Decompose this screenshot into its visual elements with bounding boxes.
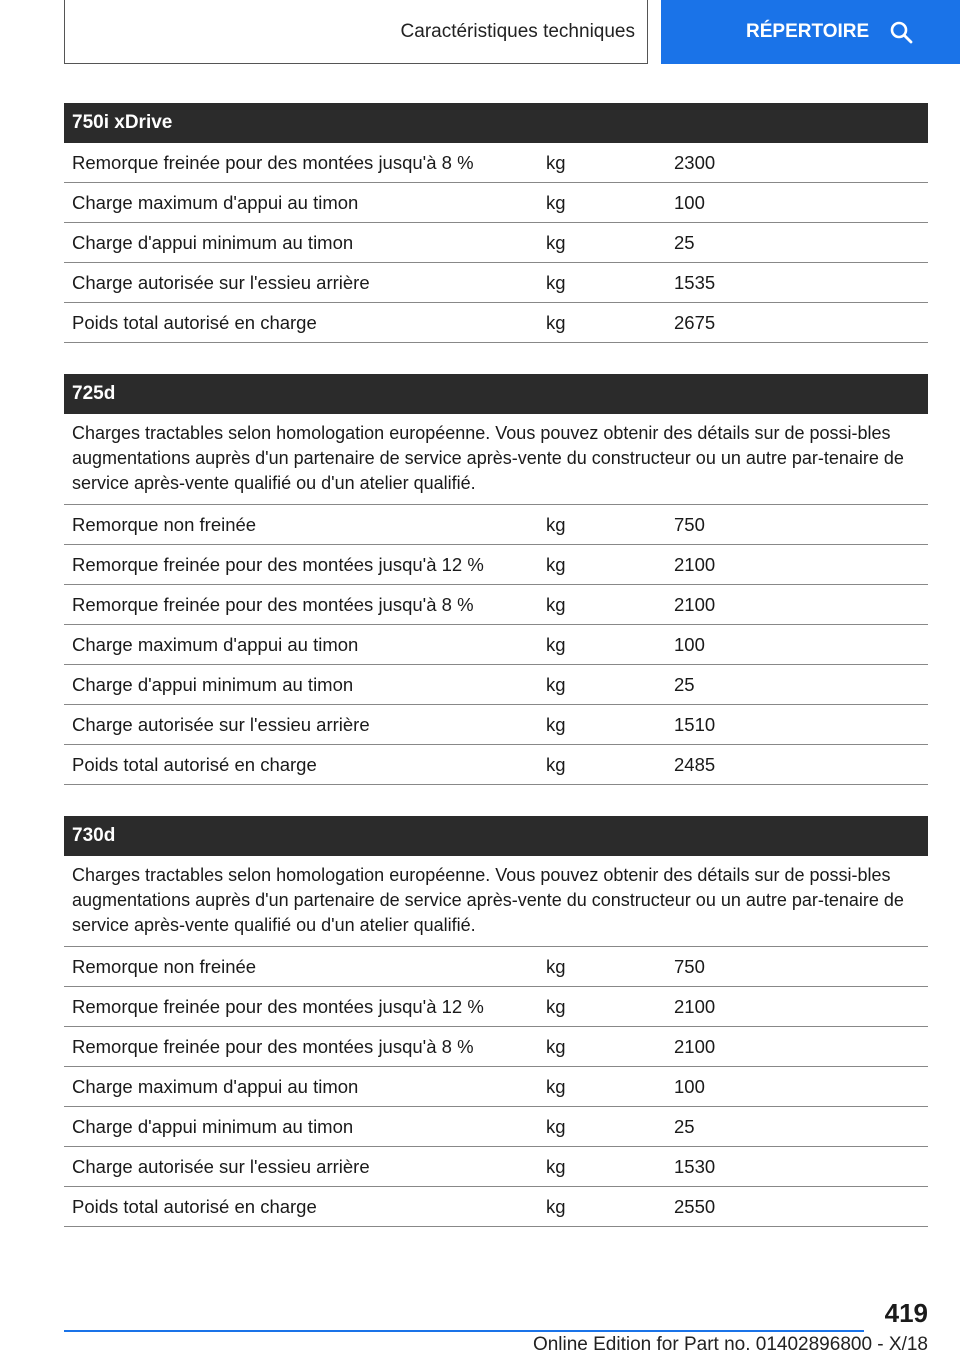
table-row — [64, 1187, 928, 1227]
row-value: 2300 — [674, 152, 716, 173]
row-value: 2100 — [674, 996, 716, 1017]
row-unit: kg — [546, 634, 566, 655]
footer-edition-text: Online Edition for Part no. 01402896800 - X/18 — [532, 1334, 928, 1355]
row-value: 750 — [674, 956, 705, 977]
row-unit: kg — [546, 674, 566, 695]
row-unit: kg — [546, 272, 566, 293]
table-row — [64, 665, 928, 705]
row-label: Poids total autorisé en charge — [72, 312, 317, 333]
row-value: 25 — [674, 1116, 695, 1137]
row-unit: kg — [546, 1036, 566, 1057]
row-label: Charge d'appui minimum au timon — [72, 232, 354, 253]
table-row — [64, 303, 928, 343]
row-value: 1535 — [674, 272, 716, 293]
table-row — [64, 705, 928, 745]
index-button-label: RÉPERTOIRE — [746, 21, 870, 42]
table-row — [64, 987, 928, 1027]
row-value: 100 — [674, 634, 705, 655]
table-row — [64, 947, 928, 987]
search-icon — [889, 20, 913, 44]
row-value: 2100 — [674, 594, 716, 615]
row-value: 25 — [674, 674, 695, 695]
row-unit: kg — [546, 1116, 566, 1137]
row-label: Charge autorisée sur l'essieu arrière — [72, 1156, 370, 1177]
section-title: 750i xDrive — [64, 103, 928, 143]
row-label: Remorque freinée pour des montées jusqu'à 8 % — [72, 1036, 474, 1057]
header-section-title — [64, 0, 648, 64]
page-number: 419 — [884, 1298, 928, 1328]
row-label: Charge d'appui minimum au timon — [72, 1116, 354, 1137]
table-row — [64, 545, 928, 585]
row-value: 2100 — [674, 1036, 716, 1057]
table-row — [64, 585, 928, 625]
row-label: Remorque freinée pour des montées jusqu'à 8 % — [72, 594, 474, 615]
header-section-title-text: Caractéristiques techniques — [400, 20, 635, 42]
row-unit: kg — [546, 594, 566, 615]
spec-content — [64, 103, 928, 1258]
spec-section — [64, 374, 928, 785]
row-label: Charge autorisée sur l'essieu arrière — [72, 272, 370, 293]
row-value: 1510 — [674, 714, 716, 735]
row-value: 2100 — [674, 554, 716, 575]
row-label: Charge autorisée sur l'essieu arrière — [72, 714, 370, 735]
row-unit: kg — [546, 554, 566, 575]
row-label: Remorque non freinée — [72, 514, 257, 535]
row-value: 100 — [674, 192, 705, 213]
row-label: Charge maximum d'appui au timon — [72, 192, 359, 213]
section-title: 730d — [64, 816, 928, 856]
row-label: Charge maximum d'appui au timon — [72, 1076, 359, 1097]
table-row — [64, 625, 928, 665]
spec-section — [64, 103, 928, 343]
table-row — [64, 1027, 928, 1067]
row-label: Remorque non freinée — [72, 956, 257, 977]
table-row — [64, 745, 928, 785]
row-label: Charge d'appui minimum au timon — [72, 674, 354, 695]
row-unit: kg — [546, 1076, 566, 1097]
table-row — [64, 505, 928, 545]
table-row — [64, 1107, 928, 1147]
section-description: Charges tractables selon homologation européenne. Vous pouvez obtenir des détails sur de possi-bles augmentations auprès d'un partenaire de service après-vente du constructeur ou un autre par-tenaire de service après-vente qualifié ou d'un atelier qualifié. — [64, 414, 928, 505]
row-label: Remorque freinée pour des montées jusqu'à 12 % — [72, 554, 484, 575]
row-label: Poids total autorisé en charge — [72, 754, 317, 775]
footer-divider — [64, 1330, 864, 1332]
table-row — [64, 263, 928, 303]
row-value: 100 — [674, 1076, 705, 1097]
row-unit: kg — [546, 152, 566, 173]
table-row — [64, 1147, 928, 1187]
row-label: Charge maximum d'appui au timon — [72, 634, 359, 655]
table-row — [64, 143, 928, 183]
row-value: 2675 — [674, 312, 716, 333]
row-label: Poids total autorisé en charge — [72, 1196, 317, 1217]
index-button[interactable] — [661, 0, 960, 64]
row-unit: kg — [546, 714, 566, 735]
spec-section — [64, 816, 928, 1227]
row-label: Remorque freinée pour des montées jusqu'à 12 % — [72, 996, 484, 1017]
row-value: 2550 — [674, 1196, 716, 1217]
row-unit: kg — [546, 754, 566, 775]
row-unit: kg — [546, 956, 566, 977]
row-unit: kg — [546, 514, 566, 535]
row-unit: kg — [546, 312, 566, 333]
row-value: 750 — [674, 514, 705, 535]
row-value: 2485 — [674, 754, 716, 775]
table-row — [64, 223, 928, 263]
row-unit: kg — [546, 192, 566, 213]
section-title: 725d — [64, 374, 928, 414]
row-unit: kg — [546, 1196, 566, 1217]
section-description: Charges tractables selon homologation européenne. Vous pouvez obtenir des détails sur de possi-bles augmentations auprès d'un partenaire de service après-vente du constructeur ou un autre par-tenaire de service après-vente qualifié ou d'un atelier qualifié. — [64, 856, 928, 947]
row-unit: kg — [546, 996, 566, 1017]
table-row — [64, 183, 928, 223]
row-value: 1530 — [674, 1156, 716, 1177]
row-value: 25 — [674, 232, 695, 253]
row-label: Remorque freinée pour des montées jusqu'à 8 % — [72, 152, 474, 173]
row-unit: kg — [546, 1156, 566, 1177]
table-row — [64, 1067, 928, 1107]
row-unit: kg — [546, 232, 566, 253]
